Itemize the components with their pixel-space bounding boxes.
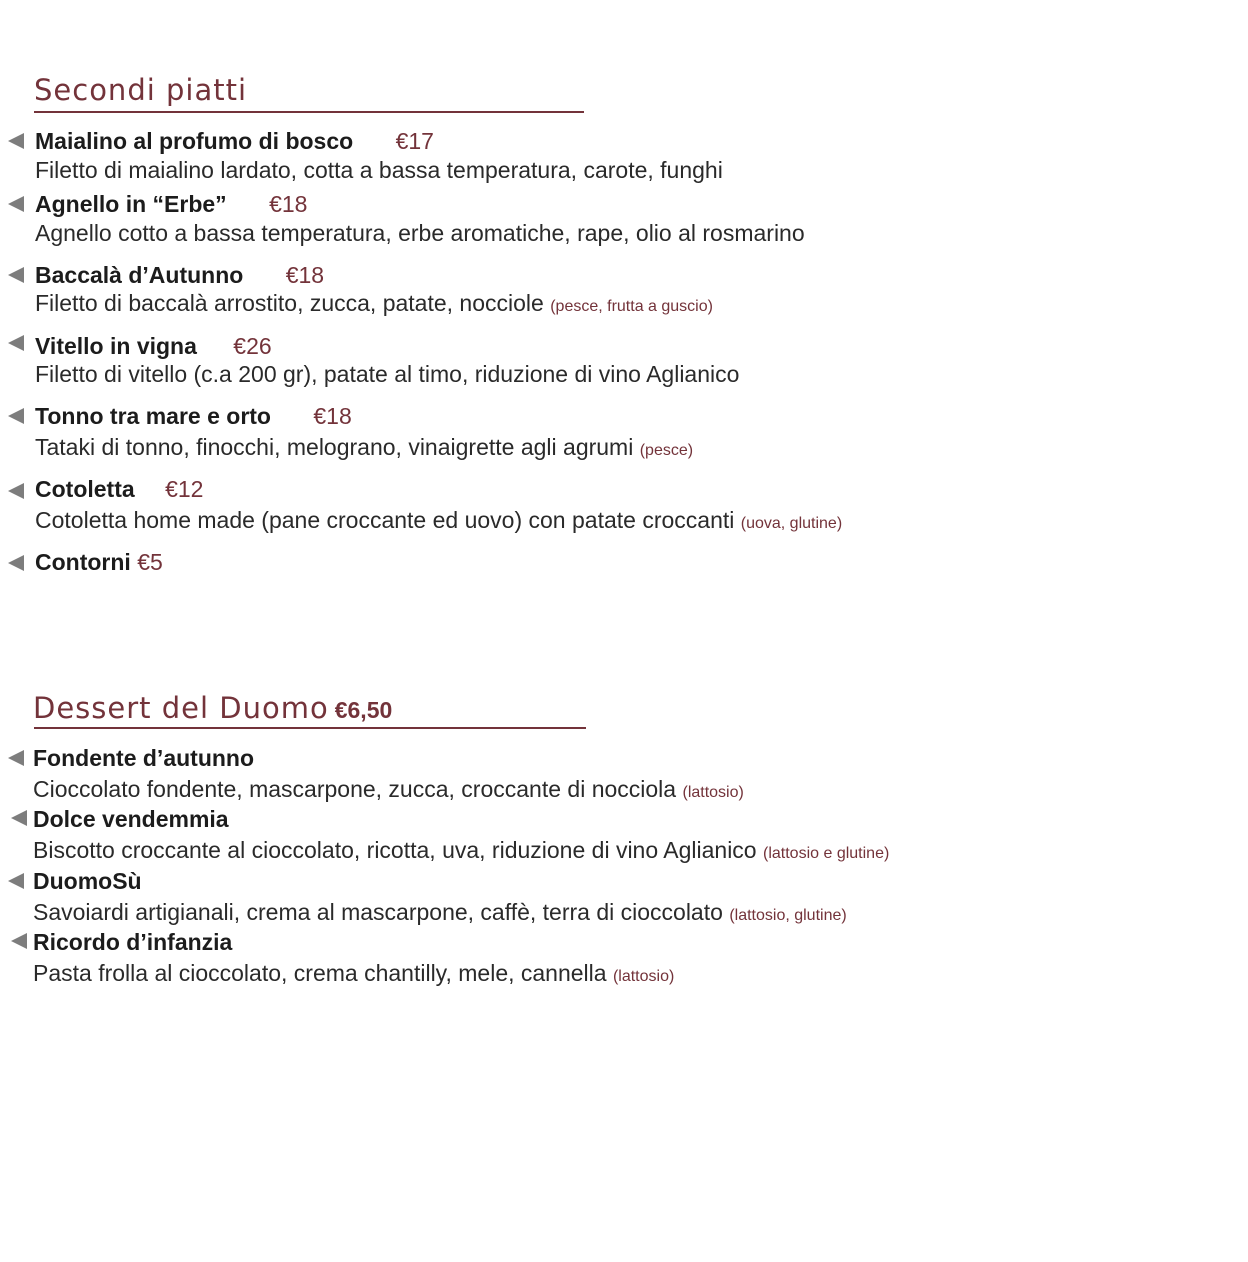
dish-name: Fondente d’autunno xyxy=(33,745,255,771)
dish-name: Maialino al profumo di bosco xyxy=(35,128,354,154)
dish-description: Biscotto croccante al cioccolato, ricotta, uva, riduzione di vino Aglianico xyxy=(33,837,757,863)
dish-price: €18 xyxy=(269,191,308,217)
dish-name: Dolce vendemmia xyxy=(33,806,229,832)
dish-description: Filetto di vitello (c.a 200 gr), patate al timo, riduzione di vino Aglianico xyxy=(35,361,740,387)
dish-name: Tonno tra mare e orto xyxy=(35,403,271,429)
dish-price: €18 xyxy=(285,262,325,288)
dish-price: €17 xyxy=(395,128,434,154)
dish-description: Cioccolato fondente, mascarpone, zucca, croccante di nocciola xyxy=(33,776,677,802)
dish-name: Ricordo d’infanzia xyxy=(33,929,233,955)
dish-description: Tataki di tonno, finocchi, melograno, vinaigrette agli agrumi xyxy=(35,434,634,460)
dessert-title: Dessert del Duomo xyxy=(33,691,329,725)
triangle-marker-icon xyxy=(8,873,24,889)
dish-price: €18 xyxy=(313,403,352,429)
dish-name: Baccalà d’Autunno xyxy=(35,262,244,288)
triangle-marker-icon xyxy=(8,408,24,424)
dish-description: Pasta frolla al cioccolato, crema chantilly, mele, cannella xyxy=(33,960,607,986)
triangle-marker-icon xyxy=(8,196,24,212)
triangle-marker-icon xyxy=(11,810,27,826)
triangle-marker-icon xyxy=(8,335,24,351)
allergen-note: (pesce) xyxy=(639,442,694,459)
dish-description: Agnello cotto a bassa temperatura, erbe aromatiche, rape, olio al rosmarino xyxy=(35,220,805,246)
triangle-marker-icon xyxy=(8,750,24,766)
triangle-marker-icon xyxy=(8,267,24,283)
dish-name: Vitello in vigna xyxy=(35,333,197,359)
allergen-note: (pesce, frutta a guscio) xyxy=(550,298,713,315)
triangle-marker-icon xyxy=(8,555,24,571)
section-divider xyxy=(34,727,586,729)
allergen-note: (lattosio) xyxy=(612,968,675,985)
triangle-marker-icon xyxy=(11,933,27,949)
dessert-price: €6,50 xyxy=(334,697,393,723)
dish-name: DuomoSù xyxy=(33,868,142,894)
dish-name: Agnello in “Erbe” xyxy=(35,191,227,217)
allergen-note: (lattosio) xyxy=(682,784,744,801)
triangle-marker-icon xyxy=(8,133,24,149)
allergen-note: (lattosio e glutine) xyxy=(763,845,890,862)
allergen-note: (uova, glutine) xyxy=(740,515,843,532)
dish-description: Cotoletta home made (pane croccante ed uovo) con patate croccanti xyxy=(35,507,735,533)
dish-price: €26 xyxy=(233,333,272,359)
dish-name: Cotoletta xyxy=(35,476,135,502)
section-title-secondi: Secondi piatti xyxy=(34,73,248,107)
dish-description: Filetto di baccalà arrostito, zucca, patate, nocciole xyxy=(35,290,544,316)
dish-description: Filetto di maialino lardato, cotta a bassa temperatura, carote, funghi xyxy=(35,157,723,183)
dish-description: Savoiardi artigianali, crema al mascarpone, caffè, terra di cioccolato xyxy=(33,899,723,925)
dish-name: Contorni xyxy=(35,549,131,575)
section-divider xyxy=(34,111,584,113)
allergen-note: (lattosio, glutine) xyxy=(729,907,847,924)
section-title-dessert xyxy=(33,691,393,725)
triangle-marker-icon xyxy=(8,483,24,499)
dish-price: €5 xyxy=(137,549,163,575)
dish-price: €12 xyxy=(165,476,204,502)
